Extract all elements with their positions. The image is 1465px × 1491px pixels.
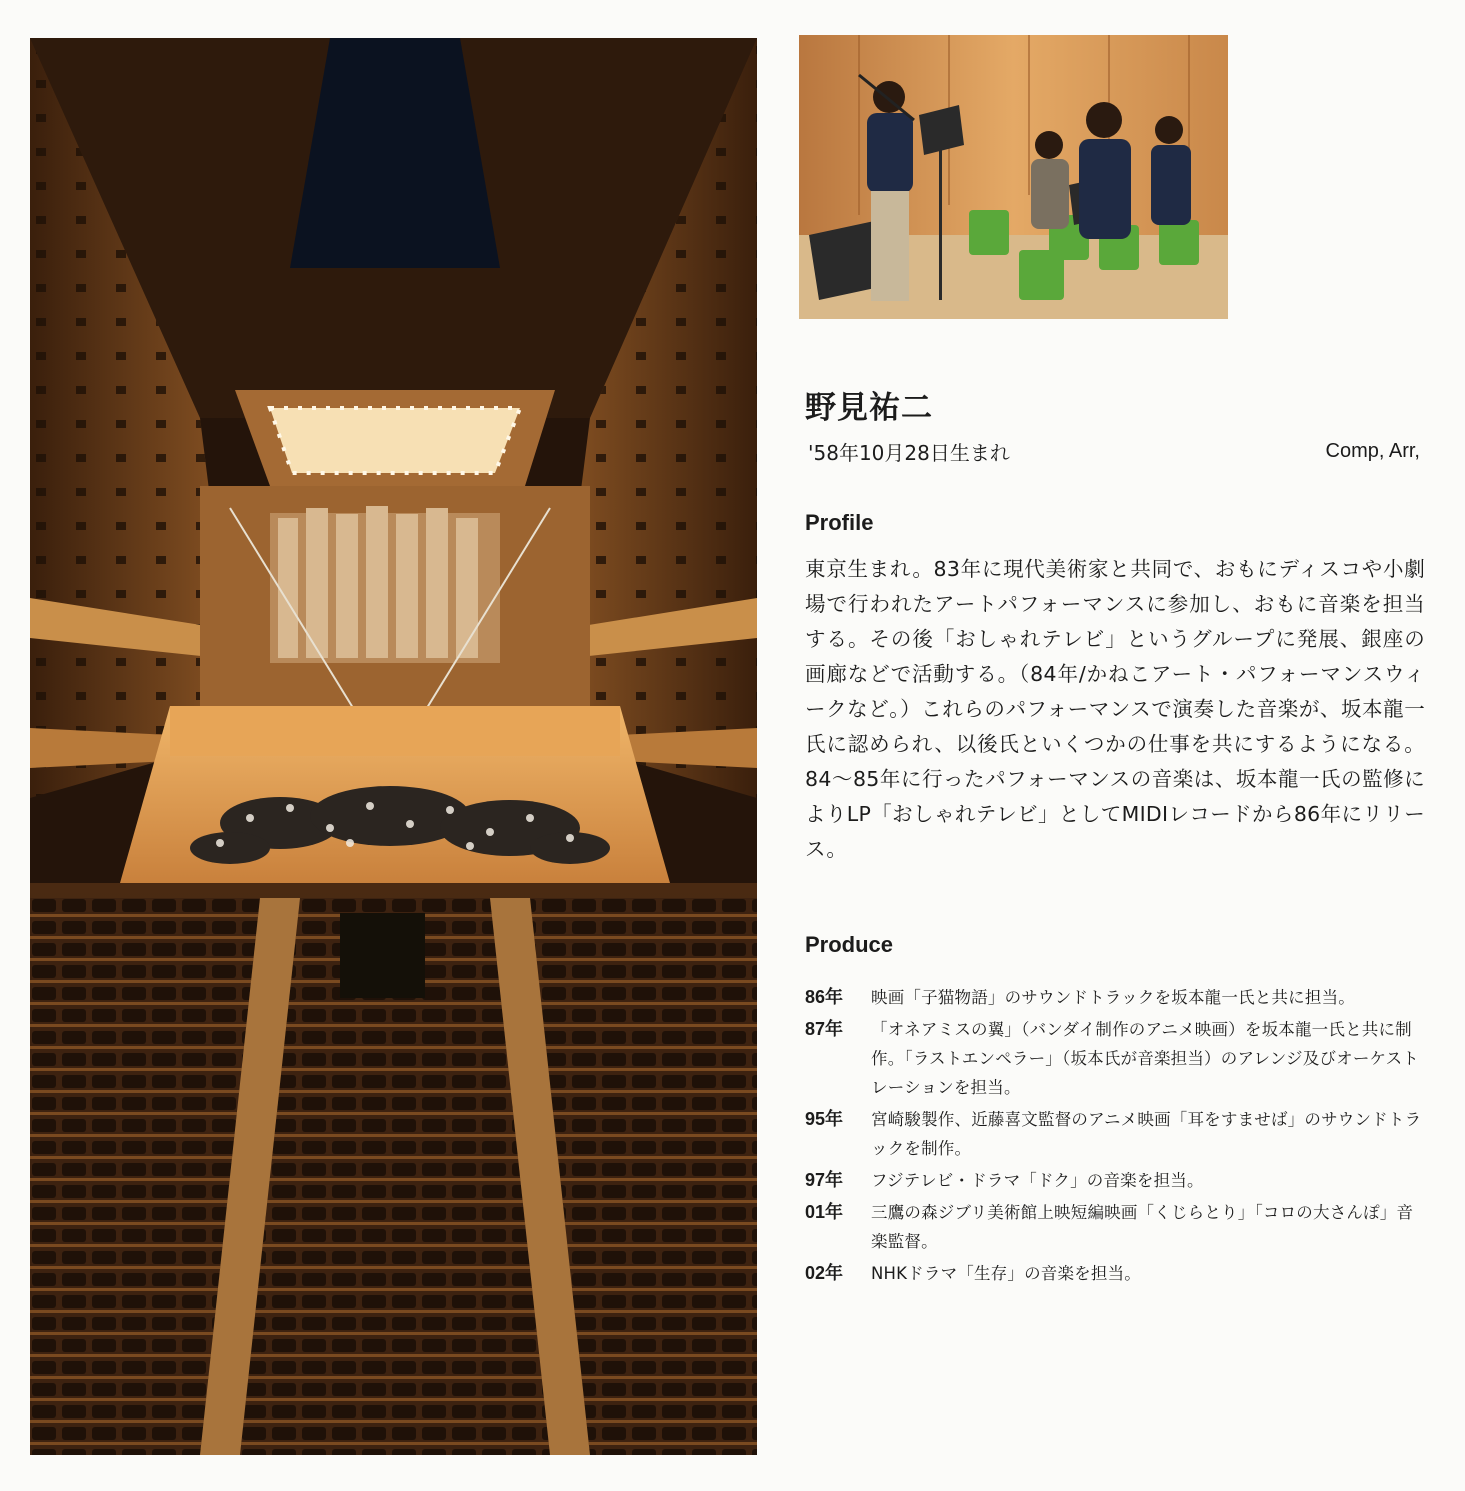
produce-description: フジテレビ・ドラマ「ドク」の音楽を担当。: [871, 1171, 1204, 1190]
profile-body: 東京生まれ。83年に現代美術家と共同で、おもにディスコや小劇場で行われたアートパフォーマンスに参加し、おもに音楽を担当する。その後「おしゃれテレビ」というグループに発展、銀座の画廊などで活動する。（84年/かねこアート・パフォーマンスウィークなど。）これらのパフォーマンスで演奏した音楽が、坂本龍一氏に認められ、以後氏といくつかの仕事を共にするようになる。84～85年に行ったパフォーマンスの音楽は、坂本龍一氏の監修によりLP「おしゃれテレビ」としてMIDIレコードから86年にリリース。: [805, 557, 1425, 861]
produce-list: [805, 983, 1427, 1291]
produce-description: NHKドラマ「生存」の音楽を担当。: [871, 1264, 1141, 1283]
rehearsal-illustration: [799, 35, 1228, 319]
profile-heading: Profile: [805, 510, 874, 535]
rehearsal-photo: [799, 35, 1228, 319]
produce-item: [805, 1105, 1427, 1163]
roles: Comp, Arr,: [1325, 440, 1420, 462]
concert-hall-photo: [30, 38, 757, 1455]
produce-year: 87年: [805, 1019, 844, 1039]
produce-description: 三鷹の森ジブリ美術館上映短編映画「くじらとり」「コロの大さんぽ」音楽監督。: [871, 1203, 1414, 1251]
produce-year: 97年: [805, 1170, 844, 1190]
produce-item: [805, 1259, 1427, 1288]
birth-date: '58年10月28日生まれ: [808, 441, 1010, 465]
produce-year: 95年: [805, 1109, 844, 1129]
produce-year: 86年: [805, 987, 844, 1007]
produce-year: 01年: [805, 1202, 844, 1222]
produce-item: [805, 1166, 1427, 1195]
produce-description: 映画「子猫物語」のサウンドトラックを坂本龍一氏と共に担当。: [871, 988, 1355, 1007]
produce-year: 02年: [805, 1263, 844, 1283]
produce-description: 「オネアミスの翼」（バンダイ制作のアニメ映画）を坂本龍一氏と共に制作。「ラストエンペラー」（坂本氏が音楽担当）のアレンジ及びオーケストレーションを担当。: [871, 1020, 1419, 1097]
produce-item: [805, 1198, 1427, 1256]
produce-item: [805, 983, 1427, 1012]
produce-heading: Produce: [805, 932, 894, 957]
composer-name: 野見祐二: [805, 390, 933, 426]
produce-description: 宮崎駿製作、近藤喜文監督のアニメ映画「耳をすませば」のサウンドトラックを制作。: [871, 1110, 1422, 1158]
produce-item: [805, 1015, 1427, 1102]
concert-hall-illustration: [30, 38, 757, 1455]
